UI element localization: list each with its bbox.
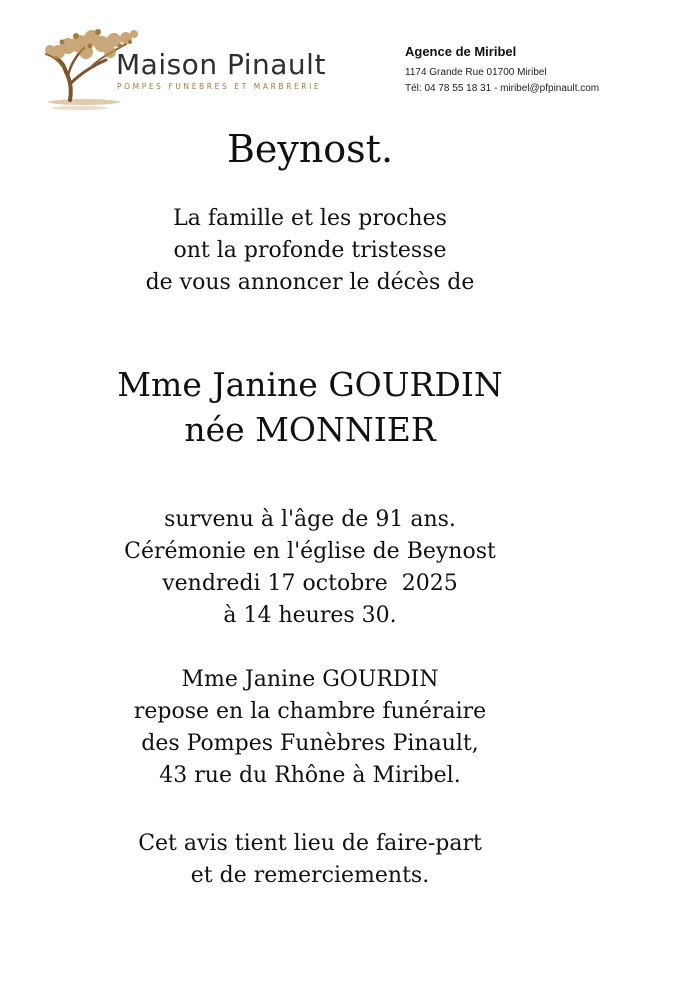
intro-paragraph <box>0 203 620 299</box>
details-line: vendredi 17 octobre 2025 <box>162 571 458 596</box>
brand-tagline: POMPES FUNÈBRES ET MARBRERIE <box>117 82 322 91</box>
closing-line: Cet avis tient lieu de faire-part <box>138 831 482 856</box>
intro-line: de vous annoncer le décès de <box>145 270 475 295</box>
ceremony-details <box>0 504 620 632</box>
rest-line: 43 rue du Rhône à Miribel. <box>159 763 461 788</box>
maiden-name: née MONNIER <box>184 410 436 449</box>
rest-line: des Pompes Funèbres Pinault, <box>141 731 479 756</box>
brand-name: Maison Pinault <box>116 48 326 81</box>
details-line: à 14 heures 30. <box>223 603 397 628</box>
agency-contact: Tél: 04 78 55 18 31 - miribel@pfpinault.com <box>405 83 600 94</box>
rest-line: Mme Janine GOURDIN <box>181 667 439 692</box>
header <box>0 0 700 120</box>
intro-line: ont la profonde tristesse <box>173 238 447 263</box>
closing-line: et de remerciements. <box>190 863 430 888</box>
details-line: Cérémonie en l'église de Beynost <box>124 539 496 564</box>
agency-address: 1174 Grande Rue 01700 Miribel <box>405 67 547 78</box>
deceased-name: Mme Janine GOURDIN <box>117 365 503 404</box>
funeral-home-paragraph <box>0 664 620 792</box>
details-line: survenu à l'âge de 91 ans. <box>164 507 456 532</box>
rest-line: repose en la chambre funéraire <box>133 699 487 724</box>
town-heading: Beynost. <box>226 127 394 171</box>
closing-paragraph <box>0 828 620 892</box>
intro-line: La famille et les proches <box>173 206 447 231</box>
agency-title: Agence de Miribel <box>405 44 517 59</box>
agency-info <box>405 44 599 97</box>
deceased-block <box>0 362 620 452</box>
